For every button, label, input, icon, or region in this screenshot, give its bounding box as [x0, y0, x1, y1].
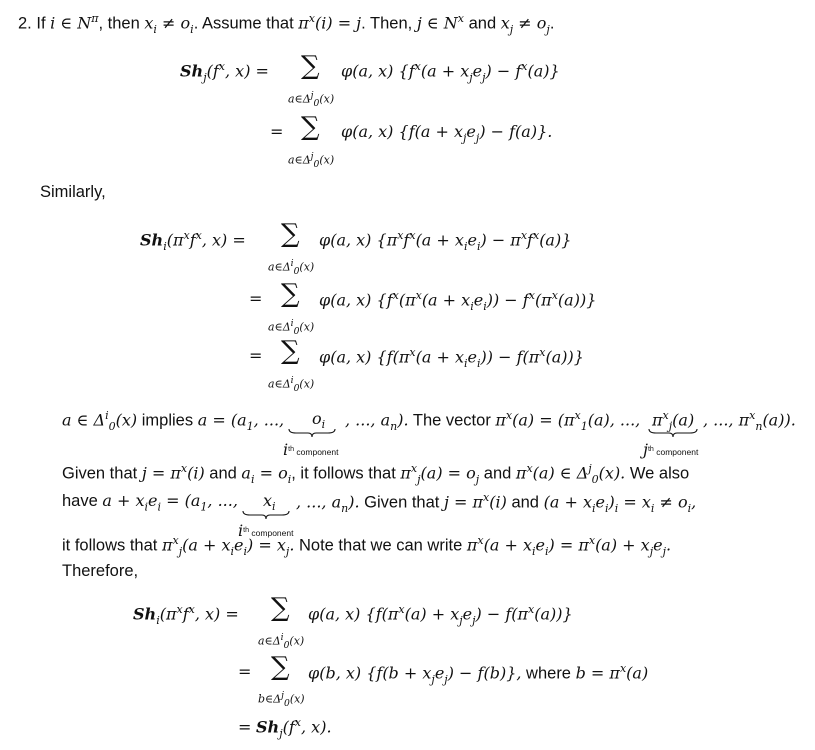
ith-component-label-2: $i^{th}$ component [238, 521, 294, 540]
eq3-body-2: φ(b, x) $\{f(b + x_je_j) - f(b)\}$, where $b = \pi^x(a)$ [308, 662, 649, 686]
jth-pi: $\pi^x_j(a)$ [652, 409, 695, 433]
para-line-3b: , ..., $a_n$). Given that $j = \pi^x(i)$ and $(a + x_ie_i)_i = x_i \ne o_i$, [296, 491, 697, 515]
para-line-1b: , ..., $a_n$). The vector $\pi^x(a) = (\pi^x_1(a)$, ..., [345, 409, 641, 433]
eq2-equals-3: = [249, 346, 263, 365]
para-line-3a: have $a + x_ie_i = (a_1$, ..., [62, 491, 238, 514]
eq2-body-1: φ(a, x) $\{\pi^xf^x(a + x_ie_i) - \pi^xf^x(a)\}$ [319, 229, 572, 253]
eq1-sum-sign-1: ∑ [301, 51, 320, 81]
para-line-2: Given that $j = \pi^x(i)$ and $a_i = o_i$, it follows that $\pi^x_j(a) = o_j$ and $\pi^x(a)$ ∈ $\Delta^j_0(x)$. We also [62, 462, 690, 486]
para-line-1a: a ∈ $\Delta^i_0(x)$ implies $a = (a_1$, ..., [62, 409, 285, 433]
eq2-index-1: $a\in\Delta^i_0(x)$ [268, 258, 315, 277]
para-line-1c: , ..., $\pi^x_n(a)$). [703, 409, 796, 433]
ith-component-label-1: $i^{th}$ component [283, 440, 339, 459]
eq3-sum-sign-1: ∑ [271, 593, 290, 623]
eq1-sum-body-2: φ(a, x) $\{f(a + x_je_j) - f(a)\}$. [341, 122, 553, 145]
eq3-equals-2: = [238, 662, 252, 681]
eq1-sum-sign-2: ∑ [301, 112, 320, 142]
eq2-equals-2: = [249, 289, 263, 308]
eq1-equals-2: = [270, 122, 284, 141]
eq2-sum-sign-1: ∑ [281, 219, 300, 249]
eq2-sum-sign-3: ∑ [281, 336, 300, 366]
eq2-body-3: φ(a, x) $\{f(\pi^x(a + x_ie_i)) - f(\pi^x(a))\}$ [319, 346, 584, 370]
eq2-index-2: $a\in\Delta^i_0(x)$ [268, 318, 315, 337]
eq3-index-2: $b\in\Delta^j_0(x)$ [258, 690, 305, 709]
therefore-text: Therefore, [62, 562, 139, 580]
eq2-sum-sign-2: ∑ [281, 279, 300, 309]
underbrace-3 [242, 510, 290, 520]
eq3-lhs: $Sh_i(\pi^xf^x$, x) = [133, 603, 239, 627]
eq3-index-1: $a\in\Delta^i_0(x)$ [258, 632, 305, 651]
eq3-line-3: = $Sh_j(f^x$, x). [238, 716, 332, 740]
jth-component-label: $j^{th}$ component [643, 440, 699, 459]
eq1-line1: $Sh_j(f^x$, x) = [180, 60, 269, 84]
eq3-body-1: φ(a, x) $\{f(\pi^x(a) + x_je_j) - f(\pi^x(a))\}$ [308, 603, 573, 627]
similarly-text: Similarly, [40, 183, 106, 201]
eq1-sum-body-1: φ(a, x) $\{f^x(a + x_je_j) - f^x(a)\}$ [341, 60, 560, 84]
eq3-sum-sign-2: ∑ [271, 652, 290, 682]
eq2-body-2: φ(a, x) $\{f^x(\pi^x(a + x_ie_i)) - f^x(\pi^x(a))\}$ [319, 289, 597, 313]
ith-x: $x_i$ [263, 491, 276, 514]
eq2-index-3: $a\in\Delta^i_0(x)$ [268, 375, 315, 394]
case-number: 2. [18, 14, 32, 33]
ith-o: $o_i$ [312, 409, 326, 432]
eq1-sum-index-1: $a\in\Delta^j_0(x)$ [288, 90, 335, 109]
underbrace-1 [288, 428, 336, 438]
eq2-lhs: $Sh_i(\pi^xf^x$, x) = [140, 229, 246, 253]
eq1-sum-index-2: $a\in\Delta^j_0(x)$ [288, 151, 335, 170]
underbrace-2 [648, 428, 698, 438]
case-line: 2. If i ∈ $N^\pi$, then $x_i \ne o_i$. Assume that $\pi^x(i) = j$. Then, j ∈ $N^x$ and $x_j \ne o_j$. [18, 12, 555, 36]
para-line-4: it follows that $\pi^x_j(a + x_ie_i) = x_j$. Note that we can write $\pi^x(a + x_ie_i) = \pi^x(a) + x_je_j$. [62, 534, 672, 558]
